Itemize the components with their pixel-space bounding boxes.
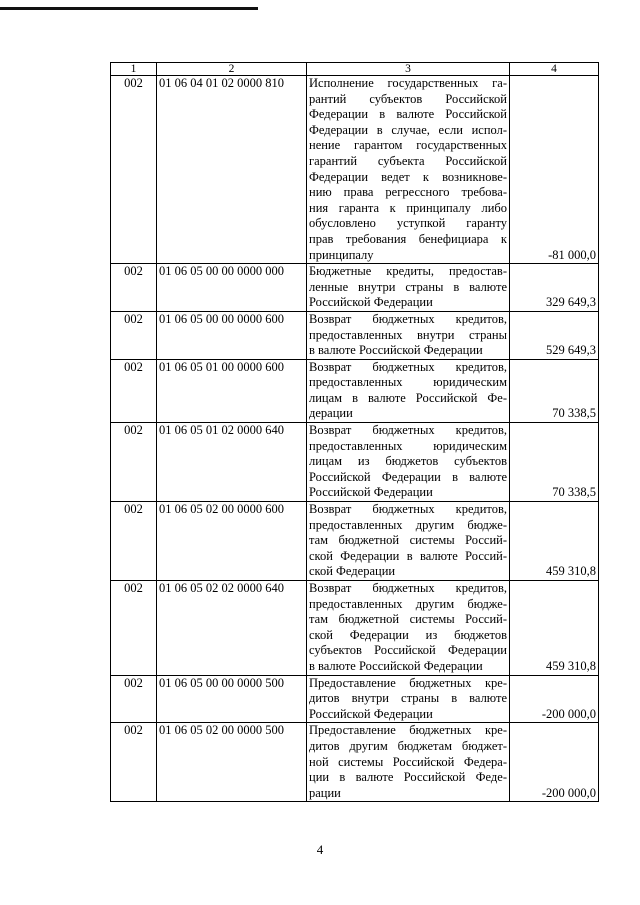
- description-line: Возврат бюджетных кредитов,: [309, 502, 507, 517]
- description-line: нение гарантом государственных: [309, 138, 507, 153]
- admin-code-cell: 002: [111, 311, 157, 359]
- description-line: в валюте Российской Федерации: [309, 343, 483, 358]
- description-cell: [307, 264, 510, 312]
- description-line: ленные внутри страны в валюте: [309, 279, 507, 294]
- header-col-1: 1: [111, 63, 157, 76]
- amount-cell: -200 000,0: [510, 723, 599, 802]
- table-row: [111, 675, 599, 723]
- table-row: [111, 264, 599, 312]
- description-line: Федерации ведет к возникнове-: [309, 169, 507, 184]
- description-cell: [307, 723, 510, 802]
- description-line: нию права регрессного требова-: [309, 185, 507, 200]
- description-cell: [307, 581, 510, 676]
- table-row: [111, 723, 599, 802]
- description-line: ния гаранта к принципалу либо: [309, 200, 507, 215]
- classification-code-cell: 01 06 05 02 00 0000 500: [157, 723, 307, 802]
- description-line: предоставленных юридическим: [309, 438, 507, 453]
- amount-cell: 529 649,3: [510, 311, 599, 359]
- admin-code-cell: 002: [111, 502, 157, 581]
- description-line: субъектов Российской Федерации: [309, 643, 507, 658]
- description-line: дитов внутри страны в валюте: [309, 691, 507, 706]
- description-line: Российской Федерации в валюте: [309, 469, 507, 484]
- description-line: рации: [309, 785, 341, 800]
- description-line: ской Федерации: [309, 564, 396, 579]
- description-line: ской Федерации из бюджетов: [309, 627, 507, 642]
- description-line: гарантий субъекта Российской: [309, 153, 507, 168]
- description-line: Российской Федерации: [309, 706, 433, 721]
- admin-code-cell: 002: [111, 359, 157, 422]
- description-cell: [307, 675, 510, 723]
- header-col-4: 4: [510, 63, 599, 76]
- description-line: предоставленных другим бюдже-: [309, 596, 507, 611]
- table-row: [111, 76, 599, 264]
- amount-cell: 329 649,3: [510, 264, 599, 312]
- description-line: Предоставление бюджетных кре-: [309, 723, 507, 738]
- admin-code-cell: 002: [111, 76, 157, 264]
- description-line: Бюджетные кредиты, предостав-: [309, 264, 507, 279]
- amount-cell: 459 310,8: [510, 581, 599, 676]
- description-line: Федерации в случае, если испол-: [309, 122, 507, 137]
- description-line: Российской Федерации: [309, 485, 433, 500]
- description-cell: [307, 502, 510, 581]
- classification-code-cell: 01 06 05 01 00 0000 600: [157, 359, 307, 422]
- description-cell: [307, 359, 510, 422]
- classification-code-cell: 01 06 04 01 02 0000 810: [157, 76, 307, 264]
- amount-cell: 70 338,5: [510, 423, 599, 502]
- amount-cell: 459 310,8: [510, 502, 599, 581]
- admin-code-cell: 002: [111, 264, 157, 312]
- description-line: Федерации в валюте Российской: [309, 107, 507, 122]
- description-line: Возврат бюджетных кредитов,: [309, 311, 507, 326]
- description-line: там бюджетной системы Россий-: [309, 612, 507, 627]
- admin-code-cell: 002: [111, 675, 157, 723]
- description-line: Предоставление бюджетных кре-: [309, 675, 507, 690]
- admin-code-cell: 002: [111, 581, 157, 676]
- classification-code-cell: 01 06 05 00 00 0000 600: [157, 311, 307, 359]
- description-line: ной системы Российской Федера-: [309, 754, 507, 769]
- classification-code-cell: 01 06 05 00 00 0000 000: [157, 264, 307, 312]
- table-row: [111, 581, 599, 676]
- description-line: Исполнение государственных га-: [309, 76, 507, 90]
- description-line: предоставленных юридическим: [309, 375, 507, 390]
- description-line: Возврат бюджетных кредитов,: [309, 359, 507, 374]
- classification-code-cell: 01 06 05 01 02 0000 640: [157, 423, 307, 502]
- description-cell: [307, 423, 510, 502]
- admin-code-cell: 002: [111, 723, 157, 802]
- table-row: [111, 423, 599, 502]
- description-cell: [307, 311, 510, 359]
- description-line: прав требования бенефициара к: [309, 231, 507, 246]
- description-cell: [307, 76, 510, 264]
- admin-code-cell: 002: [111, 423, 157, 502]
- table-row: [111, 311, 599, 359]
- description-line: рантий субъектов Российской: [309, 91, 507, 106]
- description-line: в валюте Российской Федерации: [309, 658, 483, 673]
- classification-code-cell: 01 06 05 00 00 0000 500: [157, 675, 307, 723]
- table-row: [111, 502, 599, 581]
- classification-code-cell: 01 06 05 02 00 0000 600: [157, 502, 307, 581]
- description-line: обусловлено уступкой гаранту: [309, 216, 507, 231]
- page-number: 4: [316, 842, 324, 857]
- budget-table: [110, 62, 599, 802]
- table-row: [111, 359, 599, 422]
- description-line: Возврат бюджетных кредитов,: [309, 581, 507, 595]
- description-line: дитов другим бюджетам бюджет-: [309, 738, 507, 753]
- description-line: лицам из бюджетов субъектов: [309, 454, 507, 469]
- header-col-3: 3: [307, 63, 510, 76]
- header-col-2: 2: [157, 63, 307, 76]
- amount-cell: 70 338,5: [510, 359, 599, 422]
- description-line: Возврат бюджетных кредитов,: [309, 423, 507, 438]
- description-line: принципалу: [309, 247, 374, 262]
- description-line: Российской Федерации: [309, 295, 433, 310]
- amount-cell: -200 000,0: [510, 675, 599, 723]
- description-line: лицам в валюте Российской Фе-: [309, 390, 507, 405]
- classification-code-cell: 01 06 05 02 02 0000 640: [157, 581, 307, 676]
- description-line: предоставленных другим бюдже-: [309, 517, 507, 532]
- description-line: ции в валюте Российской Феде-: [309, 770, 507, 785]
- description-line: предоставленных внутри страны: [309, 327, 507, 342]
- description-line: ской Федерации в валюте Россий-: [309, 548, 507, 563]
- description-line: там бюджетной системы Россий-: [309, 533, 507, 548]
- amount-cell: -81 000,0: [510, 76, 599, 264]
- table-header-row: [111, 63, 599, 76]
- top-rule: [0, 7, 258, 10]
- description-line: дерации: [309, 406, 353, 421]
